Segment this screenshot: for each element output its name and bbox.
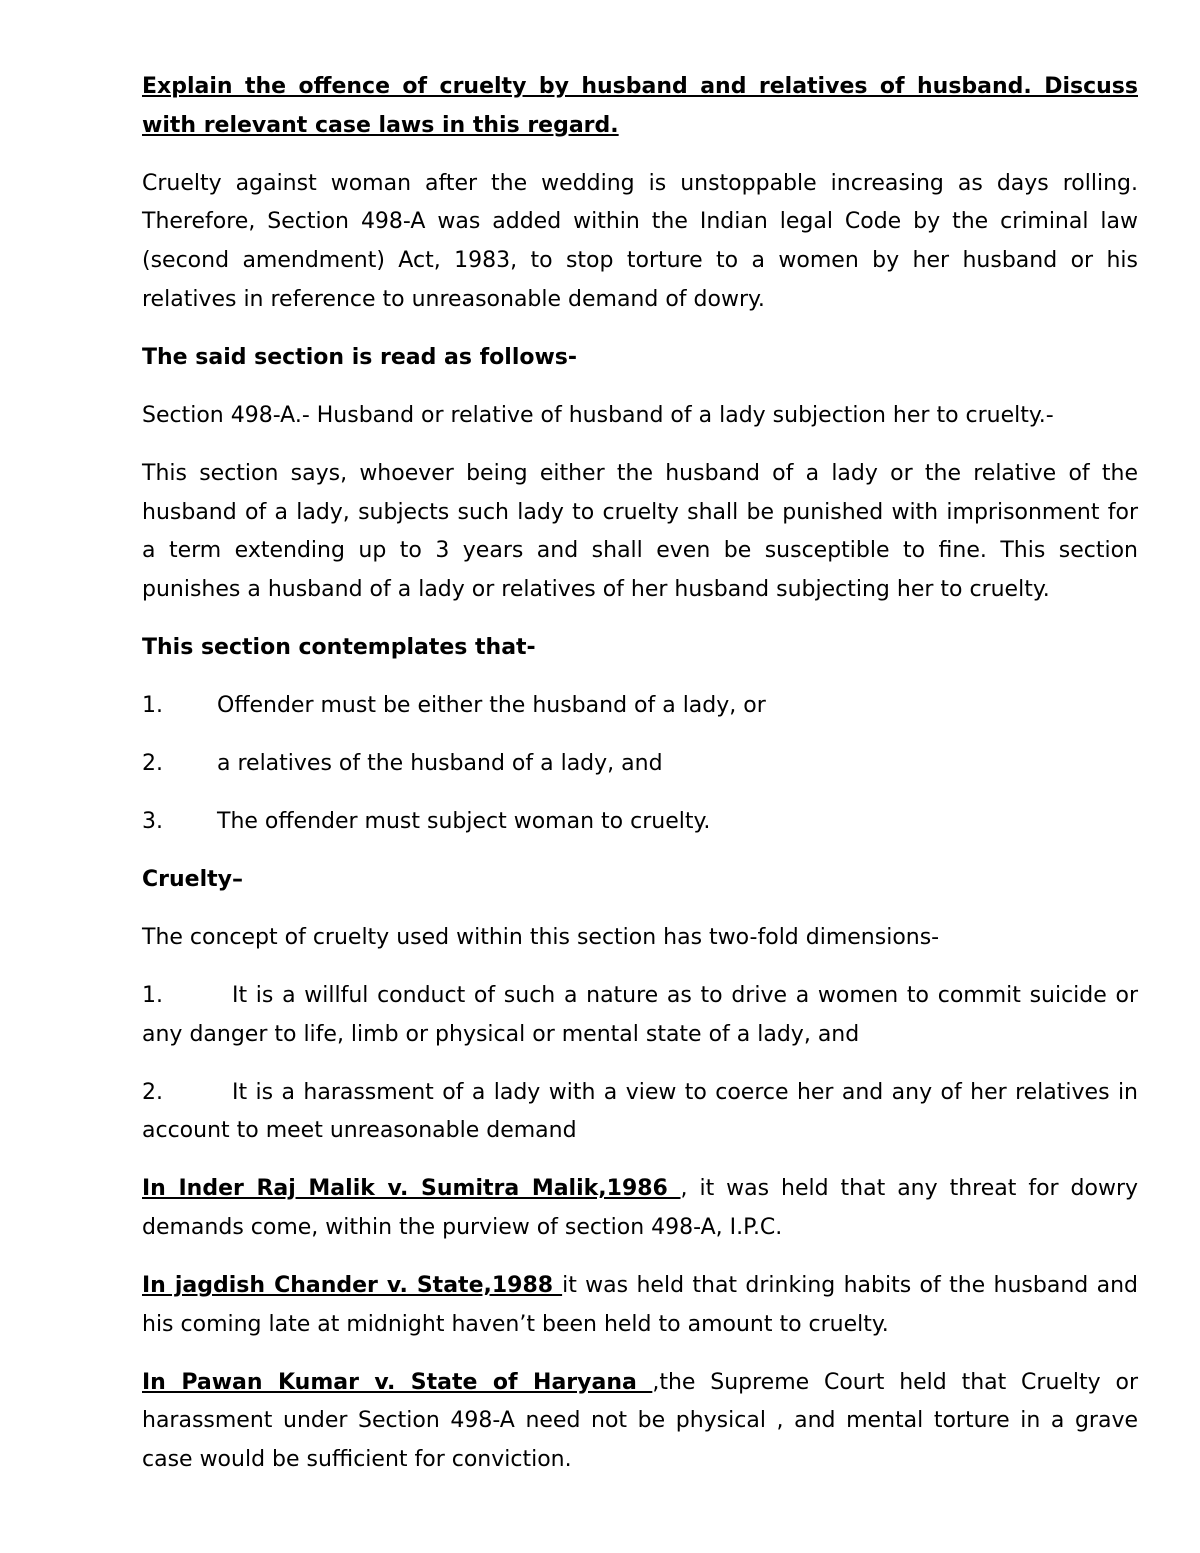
list-item bbox=[142, 745, 1138, 784]
intro-paragraph: Cruelty against woman after the wedding is unstoppable increasing as days rolling. Therefore, Section 498-A was added within the Indian legal Code by the criminal law (second amendment) Act, 1983, to stop torture to a women by her husband or his relatives in reference to unreasonable demand of dowry. bbox=[142, 170, 1138, 312]
list-number: 3. bbox=[142, 808, 163, 834]
list-text: The offender must subject woman to cruelty. bbox=[217, 808, 711, 834]
cruelty-intro: The concept of cruelty used within this section has two-fold dimensions- bbox=[142, 924, 940, 950]
case-text: it was held that drinking habits of the husband and his coming late at midnight haven’t been held to amount to cruelty. bbox=[142, 1273, 1138, 1337]
dimension-number: 1. bbox=[142, 982, 163, 1008]
list-text: a relatives of the husband of a lady, and bbox=[217, 750, 663, 776]
case-paragraph bbox=[142, 1267, 1138, 1344]
section-read-heading: The said section is read as follows- bbox=[142, 344, 578, 370]
contemplates-heading: This section contemplates that- bbox=[142, 634, 536, 660]
case-paragraph bbox=[142, 1170, 1138, 1247]
cruelty-heading: Cruelty– bbox=[142, 866, 243, 892]
list-number: 2. bbox=[142, 750, 163, 776]
case-text: ,the Supreme Court held that Cruelty or harassment under Section 498-A need not be physical , and mental torture in a grave case would be sufficient for conviction. bbox=[142, 1369, 1138, 1473]
list-item bbox=[142, 803, 1138, 842]
case-paragraph bbox=[142, 1364, 1138, 1480]
case-name: In Pawan Kumar v. State of Haryana bbox=[142, 1369, 653, 1395]
section-explanation: This section says, whoever being either the husband of a lady or the relative of the husband of a lady, subjects such lady to cruelty shall be punished with imprisonment for a term extending up to 3 years and shall even be susceptible to fine. This section punishes a husband of a lady or relatives of her husband subjecting her to cruelty. bbox=[142, 460, 1138, 602]
dimension-item bbox=[142, 1074, 1138, 1151]
document-page bbox=[142, 68, 1138, 1499]
case-name: In jagdish Chander v. State,1988 bbox=[142, 1273, 563, 1299]
dimension-item bbox=[142, 977, 1138, 1054]
case-text: , it was held that any threat for dowry demands come, within the purview of section 498-A, I.P.C. bbox=[142, 1176, 1139, 1241]
case-name: In Inder Raj Malik v. Sumitra Malik,1986 bbox=[142, 1176, 681, 1202]
dimension-text: It is a harassment of a lady with a view to coerce her and any of her relatives in account to meet unreasonable demand bbox=[142, 1079, 1138, 1144]
dimension-number: 2. bbox=[142, 1079, 163, 1105]
list-text: Offender must be either the husband of a lady, or bbox=[217, 692, 766, 718]
list-item bbox=[142, 687, 1138, 726]
list-number: 1. bbox=[142, 692, 163, 718]
question-heading: Explain the offence of cruelty by husband and relatives of husband. Discuss with relevant case laws in this regard. bbox=[142, 74, 1138, 138]
dimension-text: It is a willful conduct of such a nature as to drive a women to commit suicide or any danger to life, limb or physical or mental state of a lady, and bbox=[142, 982, 1138, 1047]
section-title: Section 498-A.- Husband or relative of husband of a lady subjection her to cruelty.- bbox=[142, 402, 1054, 428]
